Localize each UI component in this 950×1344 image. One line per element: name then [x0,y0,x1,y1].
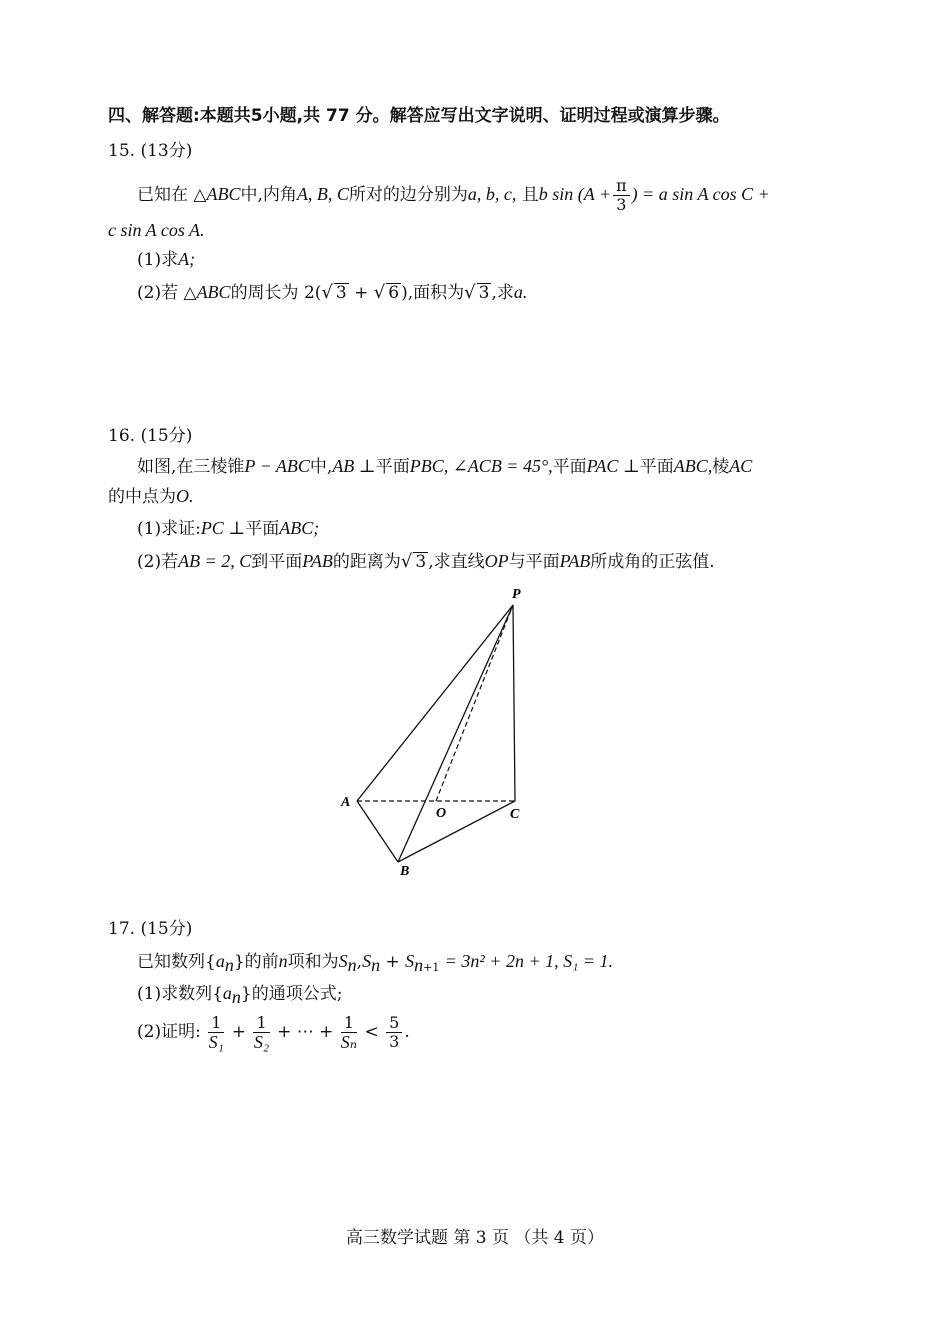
pi-over-3-fraction: $\frac{\pi}{3}$ [613,177,630,214]
q17-line1: 已知数列$\{a_n\}$的前n项和为$S_n,S_n + S_{n+1} = 3n^2 + 2n + 1$, S₁ = 1. [137,951,613,976]
q15-stem: 已知在 △ABC中,内角A, B, C所对的边分别为a, b, c, 且b sin (A + $\frac{\pi}{3}$ ) = a sin A cos C + [137,176,770,214]
label-P: P [512,587,521,602]
q15-number: 15. (13分) [108,141,193,161]
q15-part2: (2)若 △ABC的周长为 2(√ 3 + √ 6 ),面积为√ 3 ,求a. [137,282,528,303]
q15-stem-continued: c sin A cos A. [108,220,205,240]
frac-5-over-3: $\frac{5}{3}$ [386,1014,402,1051]
q17-number: 17. (15分) [108,919,193,939]
q16-part2: (2)若AB = 2, C到平面PAB的距离为√ 3 ,求直线OP与平面PAB所成角的正弦值. [137,551,715,572]
q16-line1: 如图,在三棱锥P − ABC中,AB ⊥平面PBC, ∠ACB = 45°,平面PAC ⊥平面ABC,棱AC [137,456,753,477]
frac-1-over-s2: $\frac{1}{\text{S₂}}$ [253,1012,270,1052]
edge-PC [513,605,515,801]
q16-part1: (1)求证:PC ⊥平面ABC; [137,518,320,539]
label-A: A [341,795,351,810]
q17-part2: (2)证明: $\frac{1}{\text{S₁}}$ + $\frac{1}{\text{S₂}}$ + ⋯ + $\frac{1}{\text{Sₙ}}$ < $\frac{5}{3}$ . [137,1012,410,1052]
label-O: O [436,806,447,821]
edge-PA [357,605,513,801]
q17-part1: (1)求数列$\{a_n\}$的通项公式; [137,983,343,1008]
q16-number: 16. (15分) [108,426,193,446]
q15-part1: (1)求A; [137,249,196,270]
edge-BC [398,801,515,862]
q16-line2: 的中点为O. [108,486,194,507]
segment-OP-dashed [436,605,513,801]
label-C: C [510,807,520,822]
edge-AB [357,801,398,862]
page-footer: 高三数学试题 第 3 页 （共 4 页） [345,1228,605,1248]
edge-PB [398,605,513,862]
frac-1-over-sn: $\frac{1}{\text{Sₙ}}$ [340,1012,358,1052]
section-header: 四、解答题:本题共5小题,共 77 分。解答应写出文字说明、证明过程或演算步骤。 [108,106,730,126]
label-B: B [400,864,410,879]
pyramid-figure [330,580,550,880]
frac-1-over-s1: $\frac{1}{\text{S₁}}$ [208,1012,224,1052]
